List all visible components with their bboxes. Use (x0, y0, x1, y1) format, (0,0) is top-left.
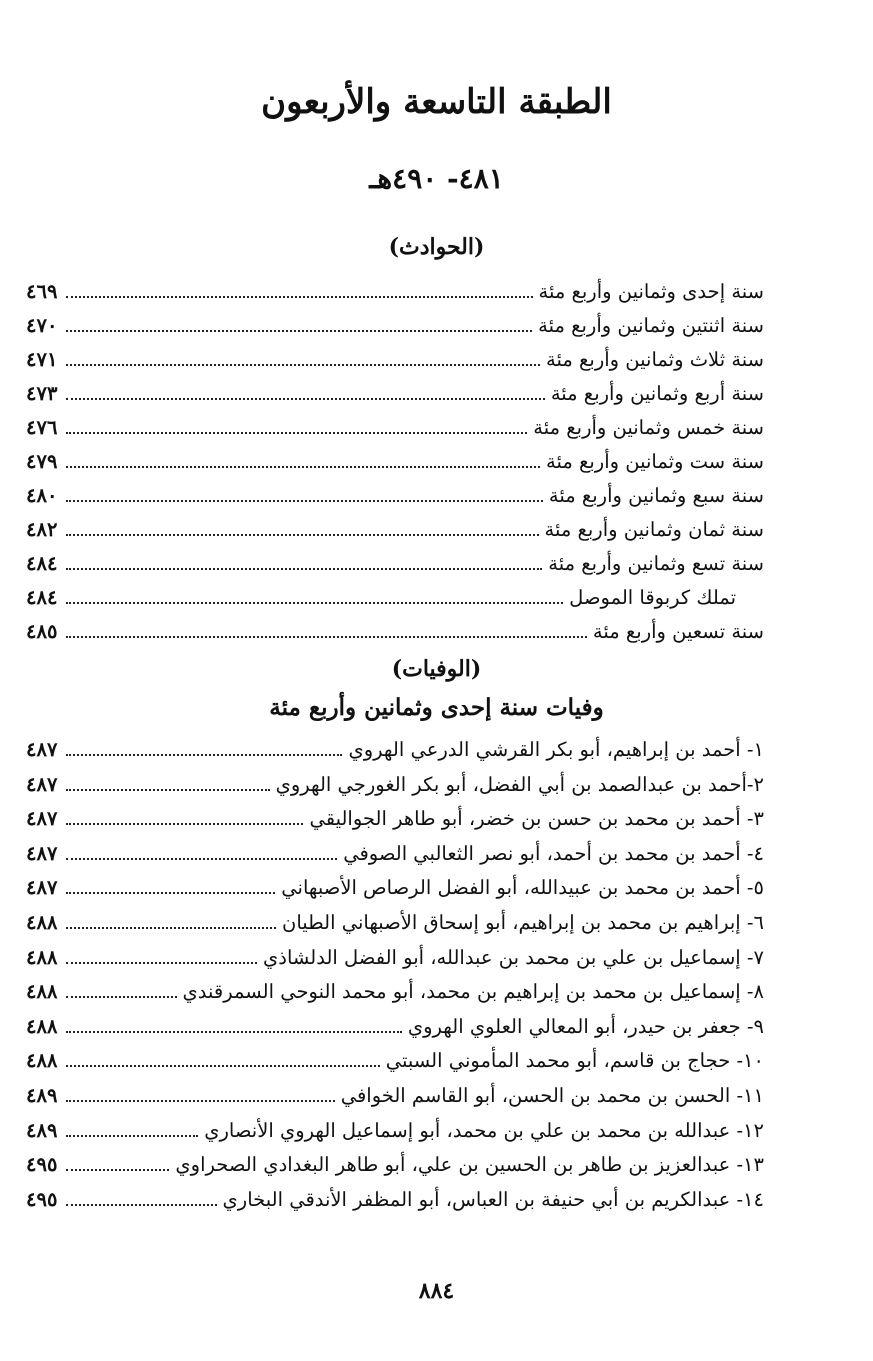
entry-page-number: ٤٨٨ (26, 1049, 58, 1073)
dot-leader (66, 948, 257, 964)
chapter-title: الطبقة التاسعة والأربعون (261, 82, 612, 122)
death-entry (26, 807, 764, 837)
entry-page-number: ٤٨٥ (26, 620, 58, 643)
dot-leader (66, 520, 539, 536)
entry-text: سنة ست وثمانين وأربع مئة (545, 450, 764, 473)
dot-leader (66, 878, 275, 894)
entry-text: سنة ثلاث وثمانين وأربع مئة (546, 348, 764, 371)
entry-text: ١٣- عبدالعزيز بن طاهر بن الحسين بن علي، أبو طاهر البغدادي الصحراوي (175, 1153, 764, 1177)
dot-leader (66, 1121, 198, 1137)
dot-leader (66, 1190, 217, 1206)
death-entry (26, 911, 764, 941)
entry-text: ٨- إسماعيل بن محمد بن إبراهيم بن محمد، أبو محمد النوحي السمرقندي (182, 980, 764, 1004)
entry-text: ١٤- عبدالكريم بن أبي حنيفة بن العباس، أبو المظفر الأندقي البخاري (222, 1187, 764, 1211)
entry-page-number: ٤٨٧ (26, 738, 58, 761)
dot-leader (66, 384, 545, 400)
entry-page-number: ٤٨٤ (26, 586, 58, 609)
death-entry (26, 773, 764, 803)
event-entry (26, 280, 764, 310)
entry-text: تملك كربوقا الموصل (569, 586, 736, 609)
deaths-heading: (الوفيات) (391, 656, 482, 682)
death-entry (26, 1015, 764, 1045)
entry-text: سنة خمس وثمانين وأربع مئة (533, 416, 764, 439)
dot-leader (66, 809, 303, 825)
death-entry (26, 1119, 764, 1149)
entry-page-number: ٤٩٥ (26, 1187, 58, 1211)
entry-page-number: ٤٨٤ (26, 552, 58, 575)
entry-page-number: ٤٨٠ (26, 484, 58, 507)
dot-leader (66, 486, 543, 502)
event-entry (26, 484, 764, 514)
entry-page-number: ٤٧٦ (26, 416, 58, 439)
entry-text: ٣- أحمد بن محمد بن حسن بن خضر، أبو طاهر الجواليقي (309, 807, 764, 831)
dot-leader (66, 982, 177, 998)
entry-text: ٢-أحمد بن عبدالصمد بن أبي الفضل، أبو بكر الغورجي الهروي (275, 772, 764, 796)
event-entry (26, 382, 764, 412)
page-number: ٨٨٤ (418, 1278, 455, 1304)
entry-text: ٩- جعفر بن حيدر، أبو المعالي العلوي الهروي (407, 1014, 764, 1038)
death-entry (26, 980, 764, 1010)
events-heading: (الحوادث) (388, 234, 485, 260)
dot-leader (66, 844, 337, 860)
entry-text: ٤- أحمد بن محمد بن أحمد، أبو نصر الثعالبي الصوفي (343, 841, 764, 865)
entry-page-number: ٤٨٧ (26, 807, 58, 831)
entry-page-number: ٤٨٨ (26, 980, 58, 1004)
dot-leader (66, 740, 342, 756)
entry-text: سنة إحدى وثمانين وأربع مئة (538, 280, 764, 303)
dot-leader (66, 1051, 380, 1067)
entry-page-number: ٤٧٠ (26, 314, 58, 337)
entry-page-number: ٤٨٧ (26, 876, 58, 900)
entry-page-number: ٤٧٩ (26, 450, 58, 473)
event-entry (26, 518, 764, 548)
entry-text: سنة تسعين وأربع مئة (592, 620, 764, 643)
entry-page-number: ٤٨٨ (26, 911, 58, 934)
dot-leader (66, 588, 563, 604)
event-entry (26, 450, 764, 480)
entry-page-number: ٤٨٨ (26, 945, 58, 969)
entry-text: ٧- إسماعيل بن علي بن محمد بن عبدالله، أبو الفضل الدلشاذي (263, 945, 764, 969)
event-entry (26, 314, 764, 344)
dot-leader (66, 316, 532, 332)
event-entry (26, 620, 764, 650)
event-entry (26, 416, 764, 446)
entry-text: ١١- الحسن بن محمد بن الحسن، أبو القاسم الخوافي (340, 1084, 764, 1107)
death-entry (26, 1084, 764, 1114)
entry-text: ١٠- حجاج بن قاسم، أبو محمد المأموني السبتي (385, 1049, 764, 1073)
dot-leader (66, 282, 533, 298)
entry-page-number: ٤٦٩ (26, 280, 58, 303)
entry-page-number: ٤٨٩ (26, 1084, 58, 1107)
dot-leader (66, 350, 540, 366)
entry-page-number: ٤٨٩ (26, 1118, 58, 1142)
death-entry (26, 738, 764, 768)
dot-leader (66, 1155, 169, 1171)
entry-page-number: ٤٨٢ (26, 518, 58, 541)
dot-leader (66, 452, 540, 468)
event-entry (26, 348, 764, 378)
entry-text: ١٢- عبدالله بن محمد بن علي بن محمد، أبو إسماعيل الهروي الأنصاري (204, 1118, 764, 1142)
dot-leader (66, 775, 270, 791)
dot-leader (66, 1086, 335, 1102)
death-entry (26, 1188, 764, 1218)
event-entry (26, 586, 764, 616)
entry-page-number: ٤٧١ (26, 348, 58, 371)
entry-text: سنة تسع وثمانين وأربع مئة (548, 552, 764, 575)
dot-leader (66, 622, 587, 638)
entry-page-number: ٤٩٥ (26, 1153, 58, 1177)
event-entry (26, 552, 764, 582)
dot-leader (66, 418, 527, 434)
year-range: ٤٨١- ٤٩٠هـ (369, 162, 504, 195)
dot-leader (66, 913, 276, 929)
entry-text: سنة اثنتين وثمانين وأربع مئة (538, 314, 764, 337)
entry-text: سنة أربع وثمانين وأربع مئة (550, 382, 764, 405)
entry-text: ٥- أحمد بن محمد بن عبيدالله، أبو الفضل الرصاص الأصبهاني (281, 876, 764, 900)
death-entry (26, 946, 764, 976)
death-entry (26, 876, 764, 906)
entry-text: سنة ثمان وثمانين وأربع مئة (544, 518, 764, 541)
death-entry (26, 842, 764, 872)
deaths-subheading: وفيات سنة إحدى وثمانين وأربع مئة (269, 694, 604, 721)
entry-page-number: ٤٨٧ (26, 841, 58, 865)
death-entry (26, 1049, 764, 1079)
entry-page-number: ٤٧٣ (26, 382, 58, 405)
entry-text: ١- أحمد بن إبراهيم، أبو بكر القرشي الدرعي الهروي (348, 738, 764, 761)
dot-leader (66, 1017, 402, 1033)
death-entry (26, 1153, 764, 1183)
entry-text: ٦- إبراهيم بن محمد بن إبراهيم، أبو إسحاق الأصبهاني الطيان (282, 911, 764, 934)
entry-page-number: ٤٨٨ (26, 1014, 58, 1038)
entry-page-number: ٤٨٧ (26, 772, 58, 796)
entry-text: سنة سبع وثمانين وأربع مئة (548, 484, 764, 507)
dot-leader (66, 554, 542, 570)
